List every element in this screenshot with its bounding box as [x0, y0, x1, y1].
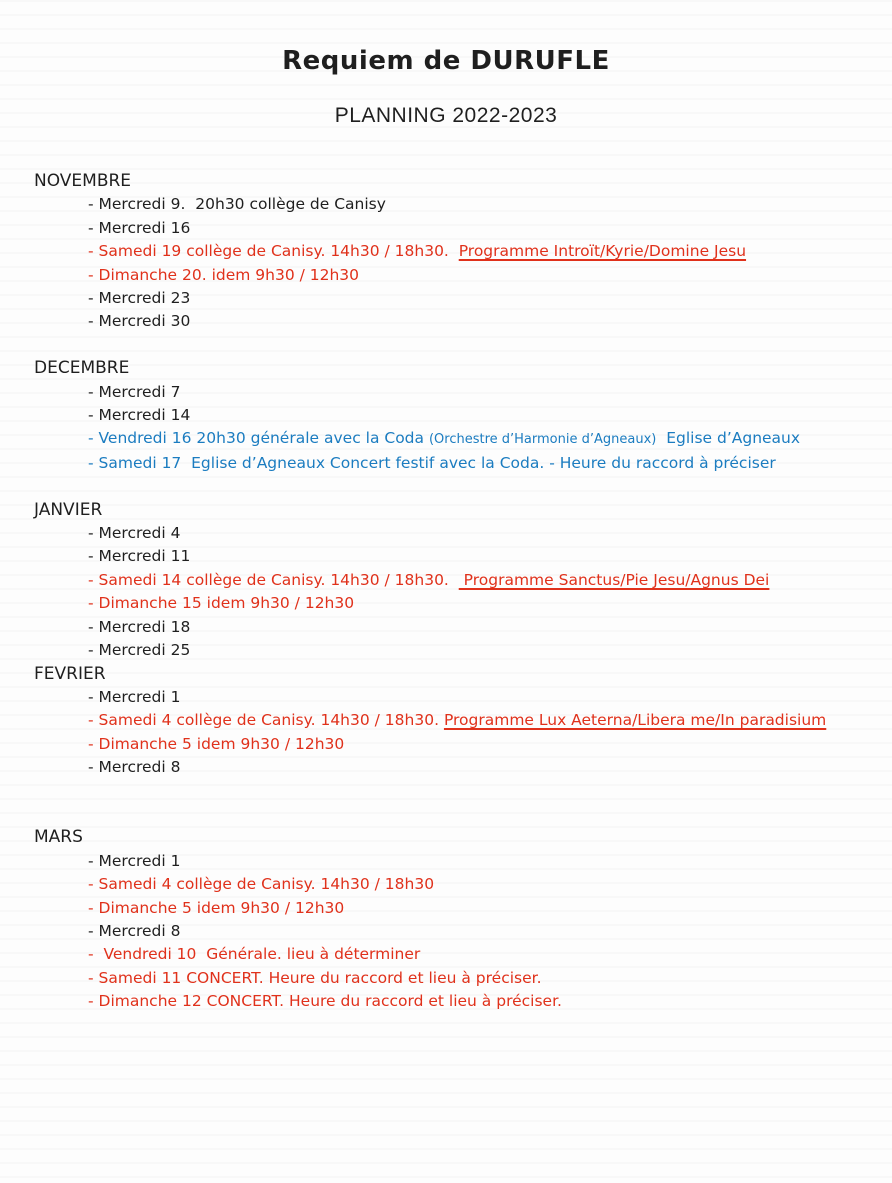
schedule-item — [0, 287, 892, 310]
schedule-item — [0, 545, 892, 568]
item-text: - Mercredi 4 — [88, 524, 181, 543]
item-text: - Samedi 14 collège de Canisy. 14h30 / 18h30. — [88, 570, 459, 589]
schedule-item — [0, 404, 892, 427]
month-section-janvier — [0, 499, 892, 663]
item-text: Eglise d’Agneaux — [656, 429, 801, 448]
schedule-item — [0, 592, 892, 615]
document-title: Requiem de DURUFLE — [282, 46, 610, 76]
month-heading: NOVEMBRE — [34, 171, 132, 191]
schedule-item — [0, 616, 892, 639]
item-text: - Mercredi 23 — [88, 289, 191, 308]
schedule-item — [0, 452, 892, 475]
item-text: - Dimanche 20. idem 9h30 / 12h30 — [88, 265, 360, 284]
item-text: - Mercredi 14 — [88, 406, 191, 425]
schedule-item — [0, 756, 892, 779]
item-text: - Samedi 4 collège de Canisy. 14h30 / 18h30 — [88, 875, 435, 894]
month-section-decembre — [0, 357, 892, 475]
schedule-item — [0, 217, 892, 240]
schedule-item — [0, 850, 892, 873]
item-text: - Vendredi 10 Générale. lieu à déterminer — [88, 945, 421, 964]
item-text: - Mercredi 16 — [88, 218, 191, 237]
month-heading: DECEMBRE — [34, 358, 130, 379]
item-text: - Samedi 11 CONCERT. Heure du raccord et lieu à préciser. — [88, 968, 542, 987]
month-section-mars — [0, 826, 892, 1013]
item-text: - Dimanche 5 idem 9h30 / 12h30 — [88, 898, 345, 917]
schedule-item — [0, 686, 892, 709]
item-text: - Mercredi 8 — [88, 921, 181, 940]
item-text: - Mercredi 30 — [88, 312, 191, 331]
schedule-item — [0, 967, 892, 990]
schedule-item — [0, 569, 892, 592]
programme-underlined-text: Programme Lux Aeterna/Libera me/In paradisium — [443, 711, 827, 730]
schedule-item — [0, 193, 892, 216]
schedule-item — [0, 709, 892, 732]
schedule-item — [0, 639, 892, 662]
item-text: - Mercredi 8 — [88, 758, 181, 777]
item-text: - Mercredi 1 — [88, 851, 181, 870]
schedule-item — [0, 264, 892, 287]
item-text: - Samedi 17 Eglise d’Agneaux Concert festif avec la Coda. - Heure du raccord à préciser — [88, 453, 776, 472]
item-text: - Vendredi 16 20h30 générale avec la Coda — [88, 429, 429, 448]
item-text: - Mercredi 11 — [88, 547, 191, 566]
month-heading: FEVRIER — [34, 663, 106, 684]
item-text: - Mercredi 7 — [88, 382, 181, 401]
schedule-item — [0, 897, 892, 920]
programme-underlined-text: Programme Introït/Kyrie/Domine Jesu — [458, 242, 747, 261]
item-text: - Dimanche 15 idem 9h30 / 12h30 — [88, 594, 355, 613]
schedule-item — [0, 381, 892, 404]
schedule-item — [0, 920, 892, 943]
schedule-item — [0, 990, 892, 1013]
document-subtitle: PLANNING 2022-2023 — [334, 104, 558, 127]
schedule-item — [0, 240, 892, 263]
item-text: - Samedi 4 collège de Canisy. 14h30 / 18h30. — [88, 711, 444, 730]
item-text: - Dimanche 5 idem 9h30 / 12h30 — [88, 734, 345, 753]
month-section-novembre — [0, 170, 892, 334]
item-text: - Mercredi 1 — [88, 687, 181, 706]
schedule-item — [0, 733, 892, 756]
month-section-fevrier — [0, 663, 892, 780]
programme-underlined-text: Programme Sanctus/Pie Jesu/Agnus Dei — [458, 570, 770, 589]
schedule-item — [0, 310, 892, 333]
orchestra-note-text: (Orchestre d’Harmonie d’Agneaux) — [428, 432, 657, 448]
schedule-sections — [0, 170, 892, 1014]
item-text: - Mercredi 25 — [88, 641, 191, 660]
schedule-item — [0, 943, 892, 966]
item-text: - Mercredi 9. 20h30 collège de Canisy — [88, 195, 386, 214]
month-heading: MARS — [34, 827, 83, 848]
schedule-item — [0, 522, 892, 545]
schedule-item — [0, 427, 892, 451]
schedule-item — [0, 873, 892, 896]
month-heading: JANVIER — [34, 499, 103, 520]
item-text: - Dimanche 12 CONCERT. Heure du raccord et lieu à préciser. — [88, 992, 562, 1011]
item-text: - Mercredi 18 — [88, 617, 191, 636]
item-text: - Samedi 19 collège de Canisy. 14h30 / 18h30. — [88, 242, 459, 261]
